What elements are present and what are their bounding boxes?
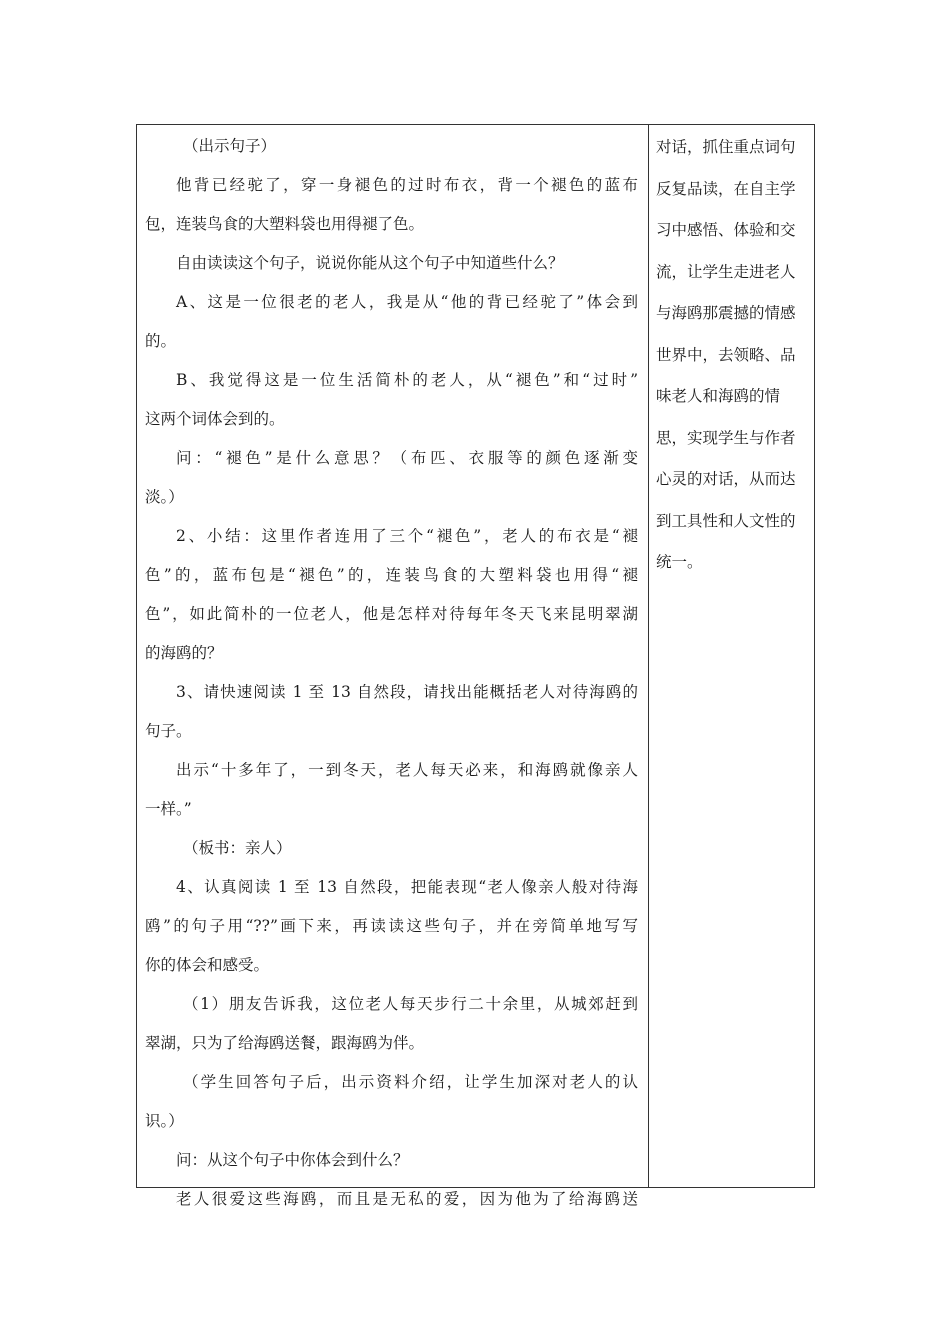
text-line: 鸥”的句子用“??”画下来，再读读这些句子，并在旁简单地写写 bbox=[145, 917, 638, 935]
text-line: 的。 bbox=[145, 332, 177, 350]
text-line: （学生回答句子后，出示资料介绍，让学生加深对老人的认 bbox=[183, 1073, 638, 1091]
text-line: 自由读读这个句子，说说你能从这个句子中知道些什么？ bbox=[176, 254, 564, 272]
text-line: 问：从这个句子中你体会到什么？ bbox=[176, 1151, 409, 1169]
teaching-content-column bbox=[137, 125, 649, 1208]
side-text-line: 心灵的对话，从而达 bbox=[656, 470, 796, 488]
text-line: 色”的，蓝布包是“褪色”的，连装鸟食的大塑料袋也用得“褪 bbox=[145, 566, 638, 584]
text-line: 一样。” bbox=[145, 800, 192, 818]
text-line: （出示句子） bbox=[183, 137, 277, 155]
side-text-line: 思，实现学生与作者 bbox=[656, 428, 796, 447]
text-line: 他背已经驼了，穿一身褪色的过时布衣，背一个褪色的蓝布 bbox=[176, 176, 638, 194]
text-line: （1）朋友告诉我，这位老人每天步行二十余里，从城郊赶到 bbox=[183, 995, 638, 1013]
side-text-line: 到工具性和人文性的 bbox=[656, 511, 796, 530]
side-text-line: 味老人和海鸥的情 bbox=[656, 387, 781, 405]
text-line: 识。） bbox=[145, 1112, 184, 1130]
text-line: 色”，如此简朴的一位老人，他是怎样对待每年冬天飞来昆明翠湖 bbox=[145, 605, 638, 623]
text-line: 问：“褪色”是什么意思？（布匹、衣服等的颜色逐渐变 bbox=[176, 449, 638, 467]
text-line: B、我觉得这是一位生活简朴的老人，从“褪色”和“过时” bbox=[176, 371, 638, 389]
side-text-line: 习中感悟、体验和交 bbox=[656, 221, 796, 239]
side-text-line: 与海鸥那震撼的情感 bbox=[656, 304, 796, 322]
lesson-table bbox=[136, 124, 815, 1208]
text-line: 2、小结：这里作者连用了三个“褪色”，老人的布衣是“褪 bbox=[176, 527, 638, 545]
text-line: 4、认真阅读 1 至 13 自然段，把能表现“老人像亲人般对待海 bbox=[176, 878, 638, 896]
side-text-line: 对话，抓住重点词句 bbox=[656, 138, 796, 156]
text-line: 3、请快速阅读 1 至 13 自然段，请找出能概括老人对待海鸥的 bbox=[176, 683, 638, 701]
side-text-line: 世界中，去领略、品 bbox=[656, 345, 796, 364]
text-line: 老人很爱这些海鸥，而且是无私的爱，因为他为了给海鸥送 bbox=[176, 1190, 638, 1208]
text-line: 翠湖，只为了给海鸥送餐，跟海鸥为伴。 bbox=[145, 1034, 425, 1052]
text-line: 这两个词体会到的。 bbox=[145, 410, 285, 428]
text-line: 你的体会和感受。 bbox=[145, 956, 270, 974]
side-text-line: 流，让学生走进老人 bbox=[656, 262, 796, 281]
text-line: 淡。） bbox=[145, 488, 184, 506]
side-text-line: 反复品读，在自主学 bbox=[656, 179, 796, 198]
text-line: 的海鸥的？ bbox=[145, 644, 223, 662]
text-line: 出示“十多年了，一到冬天，老人每天必来，和海鸥就像亲人 bbox=[176, 761, 638, 779]
text-line: 句子。 bbox=[145, 722, 192, 740]
text-line: 包，连装鸟食的大塑料袋也用得褪了色。 bbox=[145, 215, 425, 233]
text-line: A、这是一位很老的老人，我是从“他的背已经驼了”体会到 bbox=[176, 293, 638, 311]
design-intent-column bbox=[649, 125, 814, 1187]
side-text-line: 统一。 bbox=[656, 553, 703, 571]
text-line: （板书：亲人） bbox=[183, 839, 292, 857]
